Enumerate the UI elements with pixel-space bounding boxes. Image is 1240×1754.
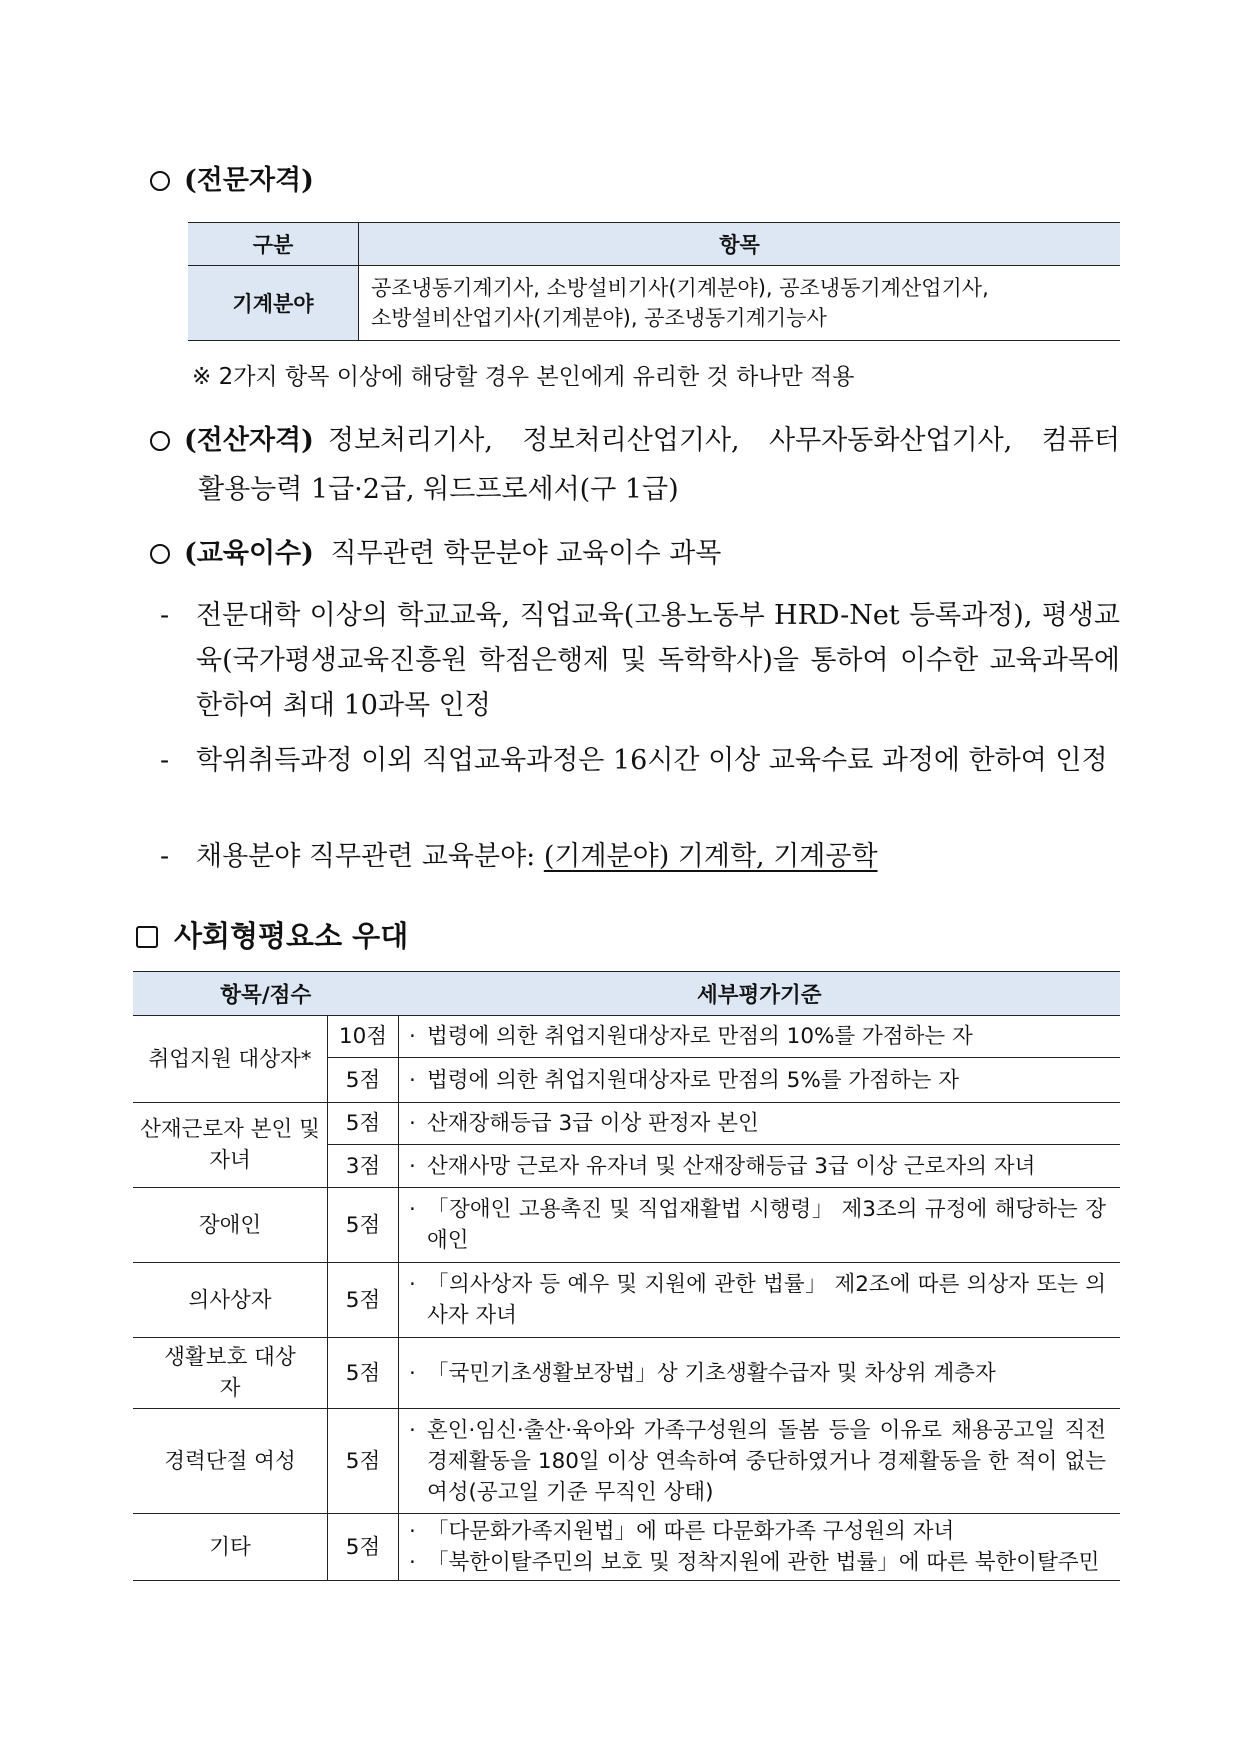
row-points: 5점 [328,1103,399,1145]
header-items: 항목 [359,223,1121,266]
header-criteria: 세부평가기준 [399,972,1121,1016]
it-line: (전산자격) 정보처리기사, 정보처리산업기사, 사무자동화산업기사, 컴퓨터 [150,423,1120,459]
row-category: 기타 [133,1514,328,1581]
table-row [133,1409,1120,1514]
it-line1: 정보처리기사, 정보처리산업기사, 사무자동화산업기사, 컴퓨터 [327,425,1120,456]
row-category: 경력단절 여성 [133,1409,328,1514]
row-desc: · 「장애인 고용촉진 및 직업재활법 시행령」 제3조의 규정에 해당하는 장애인 [399,1188,1121,1263]
table-row [133,1338,1120,1409]
row-desc: · 산재사망 근로자 유자녀 및 산재장해등급 3급 이상 근로자의 자녀 [399,1145,1121,1188]
row-desc: · 법령에 의한 취업지원대상자로 만점의 10%를 가점하는 자 [399,1016,1121,1058]
table-row [133,1514,1120,1581]
dash-marker: - [160,600,170,631]
table-row [133,1103,1120,1145]
row-points: 5점 [328,1514,399,1581]
checkbox-square-icon [136,926,158,948]
row-category: 의사상자 [133,1263,328,1338]
circle-bullet-icon [150,431,170,451]
edu-bullet-2: 학위취득과정 이외 직업교육과정은 16시간 이상 교육수료 과정에 한하여 인정 [196,745,1108,776]
row-points: 5점 [328,1188,399,1263]
row-points: 5점 [328,1409,399,1514]
table-row [133,1263,1120,1338]
table-header-row [188,223,1120,266]
circle-bullet-icon [150,544,170,564]
prof-qualification-table [188,222,1120,341]
circle-bullet-icon [150,171,170,191]
row-desc: · 「의사상자 등 예우 및 지원에 관한 법률」 제2조에 따른 의상자 또는 의사자 자녀 [399,1263,1121,1338]
row-items [359,266,1121,341]
social-equity-table [133,971,1120,1581]
row-desc: · 법령에 의한 취업지원대상자로 만점의 5%를 가점하는 자 [399,1058,1121,1103]
table-header-row [133,972,1120,1016]
row-points: 3점 [328,1145,399,1188]
items-line: 공조냉동기계기사, 소방설비기사(기계분야), 공조냉동기계산업기사, [371,276,989,300]
section-social-heading: 사회형평요소 우대 [136,916,408,956]
row-points: 10점 [328,1016,399,1058]
section-edu-heading: (교육이수) 직무관련 학문분야 교육이수 과목 [150,536,721,572]
row-category: 장애인 [133,1188,328,1263]
row-category: 취업지원 대상자* [133,1016,328,1103]
row-points: 5점 [328,1263,399,1338]
edu-bullet-1: 전문대학 이상의 학교교육, 직업교육(고용노동부 HRD-Net 등록과정), 평생교육(국가평생교육진흥원 학점은행제 및 독학학사)을 통하여 이수한 교육과목에 한하여 최대 10과목 인정 [196,600,1120,721]
row-points: 5점 [328,1338,399,1409]
section-it-heading [150,423,1120,459]
dash-marker: - [160,841,170,872]
row-category: 산재근로자 본인 및 자녀 [133,1103,328,1188]
underlined-fields: (기계분야) 기계학, 기계공학 [543,841,878,872]
header-item-score: 항목/점수 [133,972,399,1016]
dash-marker: - [160,745,170,776]
row-desc: · 산재장해등급 3급 이상 판정자 본인 [399,1103,1121,1145]
it-line2: 활용능력 1급·2급, 워드프로세서(구 1급) [198,474,679,505]
table-row [133,1188,1120,1263]
items-line: 소방설비산업기사(기계분야), 공조냉동기계기능사 [371,306,827,330]
row-category: 생활보호 대상자 [133,1338,328,1409]
row-points: 5점 [328,1058,399,1103]
note-text: ※ 2가지 항목 이상에 해당할 경우 본인에게 유리한 것 하나만 적용 [192,364,855,390]
table-row [188,266,1120,341]
edu-bullet-3: 채용분야 직무관련 교육분야: (기계분야) 기계학, 기계공학 [196,841,878,872]
header-category: 구분 [188,223,359,266]
row-category: 기계분야 [188,266,359,341]
section-prof-heading: (전문자격) [150,163,314,199]
row-desc: · 혼인·임신·출산·육아와 가족구성원의 돌봄 등을 이유로 채용공고일 직전 경제활동을 180일 이상 연속하여 중단하였거나 경제활동을 한 적이 없는 여성(공고일 기준 무직인 상태) [399,1409,1121,1514]
row-desc: · 「국민기초생활보장법」상 기초생활수급자 및 차상위 계층자 [399,1338,1121,1409]
table-row [133,1016,1120,1058]
row-desc: · 「다문화가족지원법」에 따른 다문화가족 구성원의 자녀 · 「북한이탈주민의 보호 및 정착지원에 관한 법률」에 따른 북한이탈주민 [399,1514,1121,1581]
